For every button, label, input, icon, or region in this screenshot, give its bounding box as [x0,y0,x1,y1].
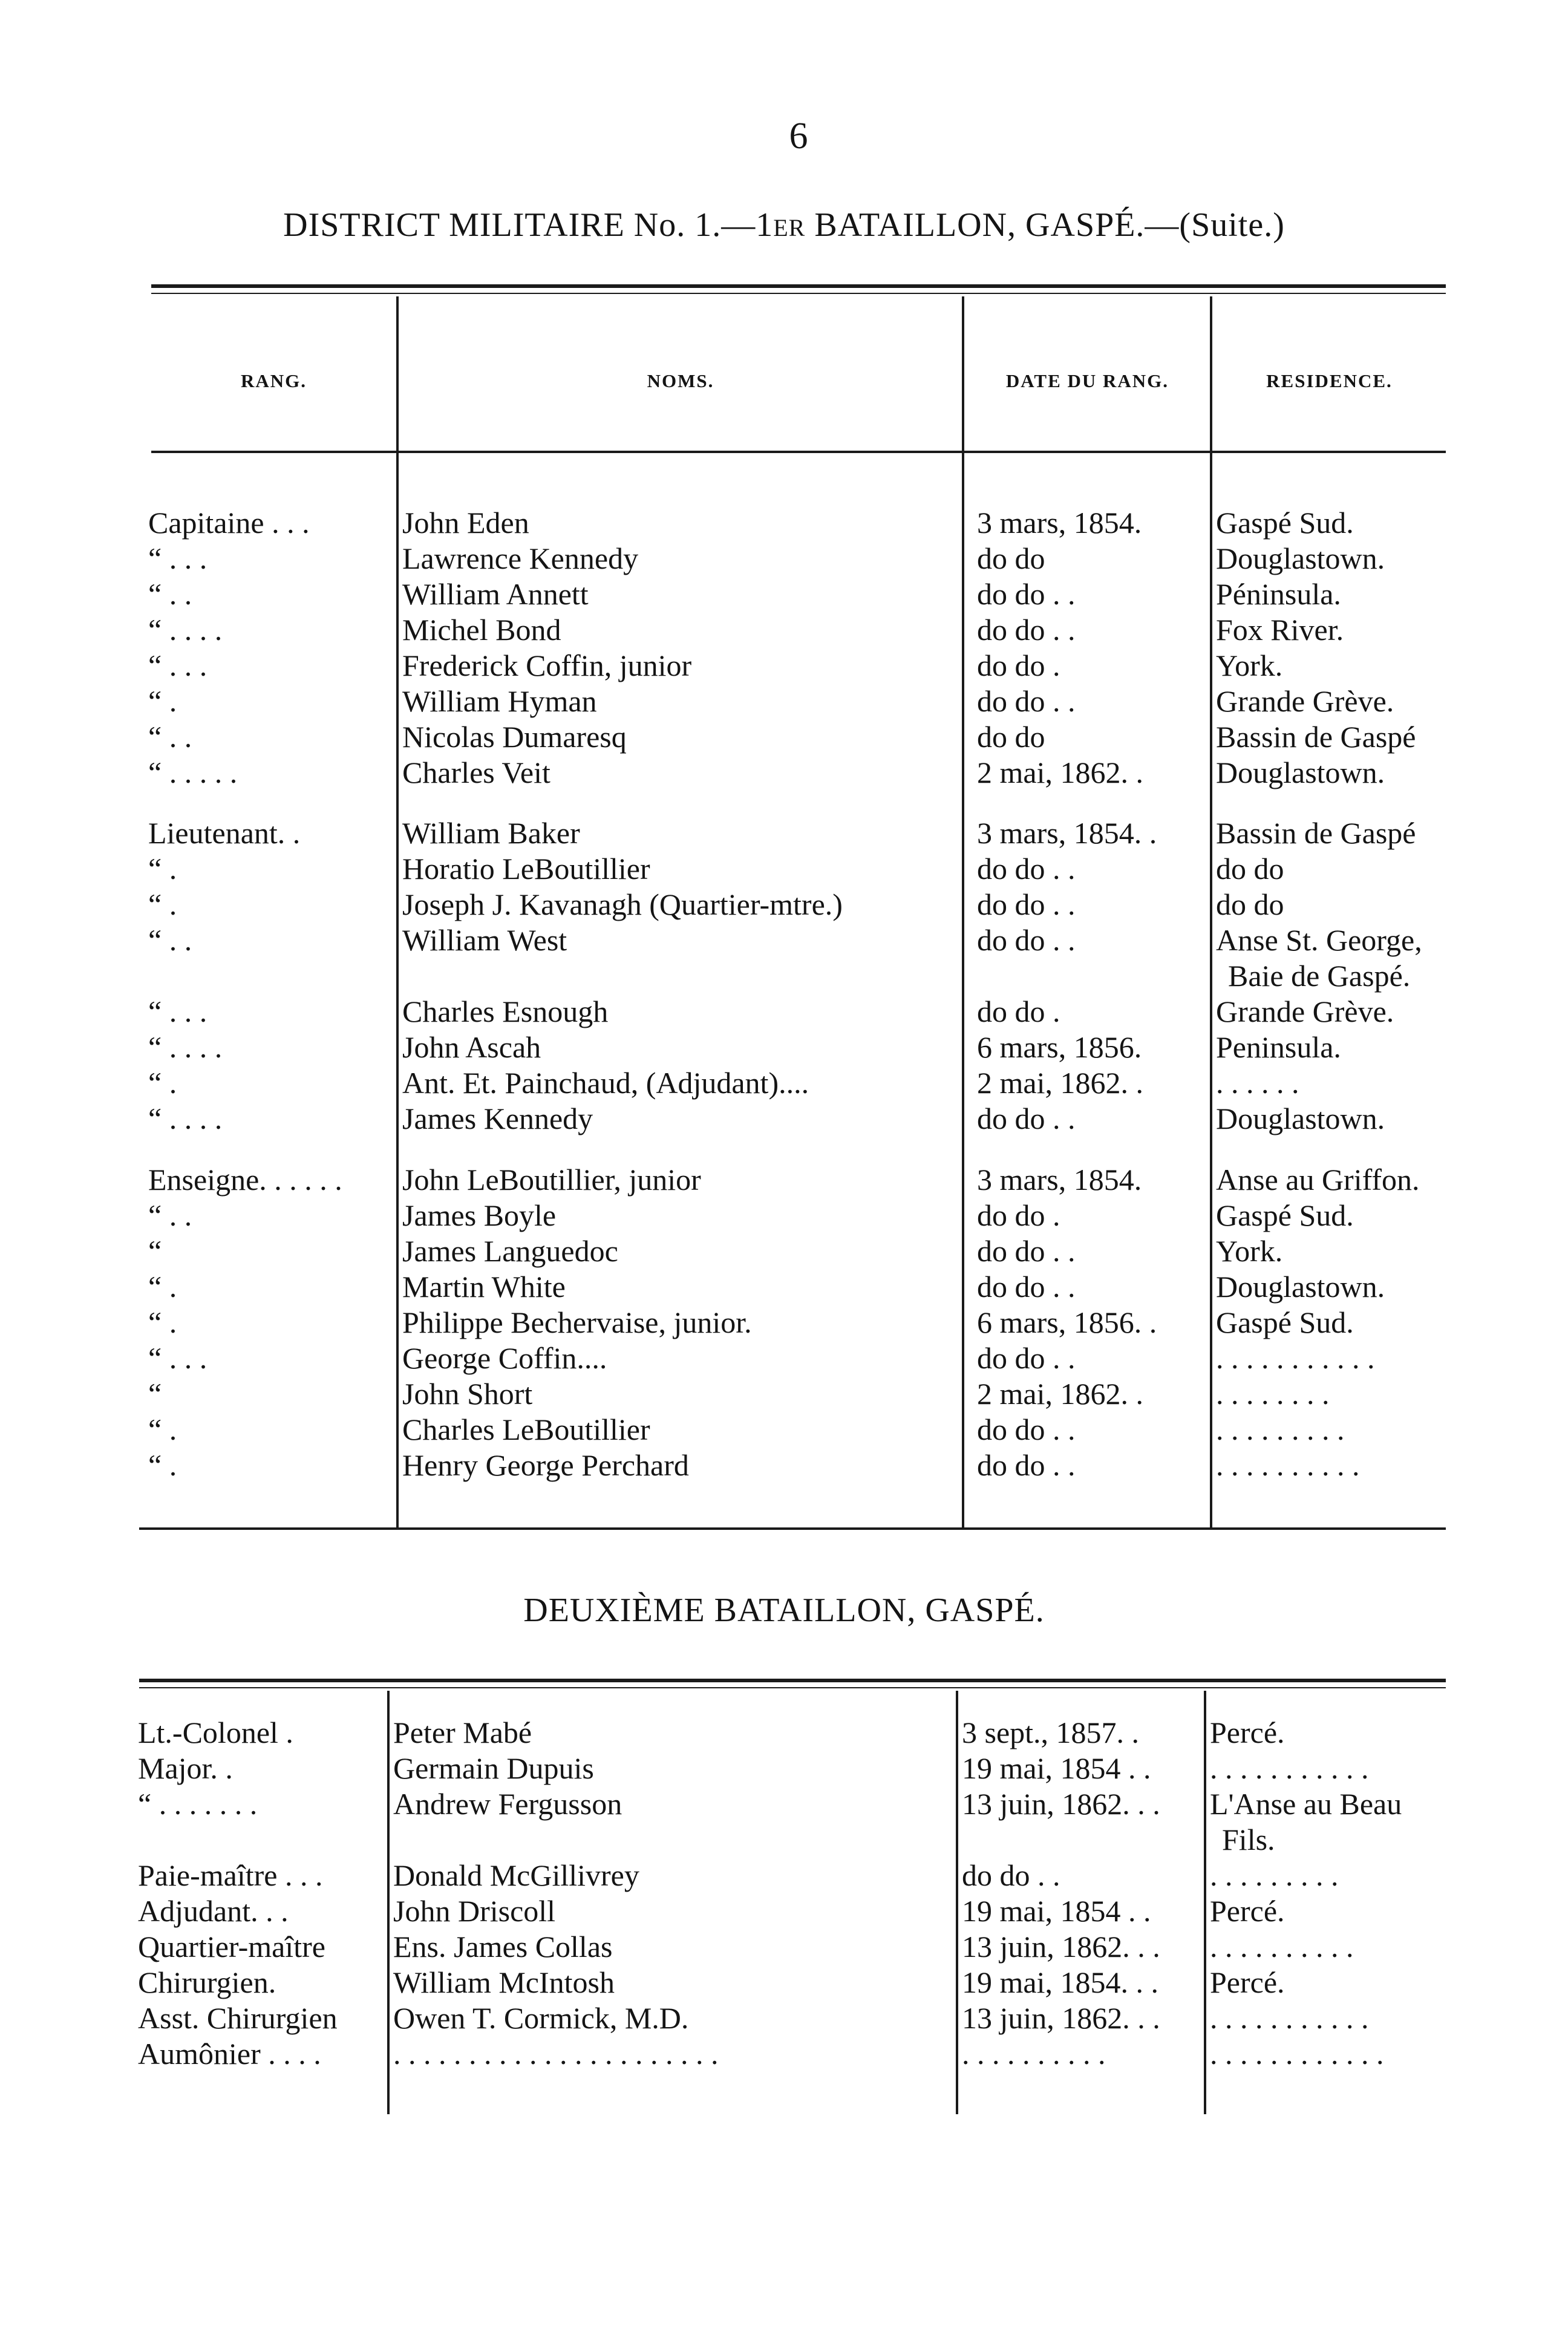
name-cell: Joseph J. Kavanagh (Quartier-mtre.) [402,887,843,922]
rank-cell: “ . . . . . . . [138,1787,258,1821]
residence-cell: . . . . . . . . . . . [1210,1751,1369,1785]
residence-cell: . . . . . . . . . . . . [1210,2037,1384,2071]
date-cell: do do . . [977,1448,1076,1482]
rank-cell: “ . [148,1448,177,1482]
date-cell: do do . . [962,1858,1060,1892]
residence-cell: Peninsula. [1216,1030,1341,1065]
name-cell: Charles LeBoutillier [402,1412,650,1446]
date-cell: . . . . . . . . . . [962,2037,1106,2071]
name-cell: Horatio LeBoutillier [402,852,650,886]
name-cell: William Baker [402,816,580,851]
table-2-top-rule [139,1679,1446,1682]
name-cell: . . . . . . . . . . . . . . . . . . . . . . [393,2037,719,2071]
section-1-title-main: DISTRICT MILITAIRE No. 1.—1 [283,206,774,244]
residence-cell: Grande Grève. [1216,684,1394,718]
rank-cell: Adjudant. . . [138,1894,289,1928]
rank-cell: “ . . [148,720,192,754]
date-cell: do do . . [977,613,1076,647]
date-cell: 6 mars, 1856. [977,1030,1142,1065]
date-cell: do do . . [977,1102,1076,1136]
rank-cell: “ . [148,684,177,718]
rank-cell: “ . . . [148,648,207,682]
residence-cell-continued: Fils. [1222,1823,1275,1857]
rank-cell: Major. . [138,1751,233,1785]
date-cell: 3 mars, 1854. [977,506,1142,540]
table-2-divider-3 [1204,1691,1206,2114]
name-cell: John Short [402,1376,533,1411]
name-cell: Frederick Coffin, junior [402,648,692,682]
date-cell: do do . . [977,684,1076,718]
residence-cell: L'Anse au Beau [1210,1787,1402,1821]
date-cell: do do . . [977,923,1076,958]
date-cell: 2 mai, 1862. . [977,1066,1143,1100]
column-header-noms: NOMS. [647,370,714,391]
table-1-header-rule [151,451,1446,453]
name-cell: Donald McGillivrey [393,1858,639,1892]
rank-cell: “ . [148,1066,177,1100]
residence-cell: Péninsula. [1216,577,1341,611]
name-cell: Lawrence Kennedy [402,541,639,575]
rank-cell: “ . . . . [148,1030,223,1065]
rank-cell: “ . [148,1305,177,1339]
name-cell: Charles Esnough [402,994,609,1029]
rank-cell: “ . . . [148,994,207,1029]
table-1-divider-3 [1210,296,1212,1527]
section-1-title [0,206,1568,244]
residence-cell: . . . . . . . . . [1210,1858,1339,1892]
residence-cell: . . . . . . . . . . [1210,1930,1354,1964]
residence-cell: Gaspé Sud. [1216,1198,1354,1232]
rank-cell: “ . . . [148,1341,207,1375]
rank-cell: “ [148,1376,162,1411]
name-cell: Nicolas Dumaresq [402,720,627,754]
date-cell: do do . . [977,852,1076,886]
name-cell: Ens. James Collas [393,1930,613,1964]
name-cell: George Coffin.... [402,1341,607,1375]
table-1-top-rule-thin [151,293,1446,294]
date-cell: do do [977,720,1045,754]
rank-cell: “ . [148,1269,177,1304]
name-cell: John Driscoll [393,1894,556,1928]
rank-cell: Lieutenant. . [148,816,301,851]
residence-cell: do do [1216,887,1284,922]
section-1-title-sup: ER [773,214,806,241]
name-cell: Henry George Perchard [402,1448,689,1482]
date-cell: 2 mai, 1862. . [977,1376,1143,1411]
residence-cell: York. [1216,1233,1283,1268]
name-cell: James Kennedy [402,1102,593,1136]
residence-cell: York. [1216,648,1283,682]
name-cell: William Hyman [402,684,597,718]
rank-cell: Aumônier . . . . [138,2037,321,2071]
residence-cell-continued: Baie de Gaspé. [1228,959,1411,993]
date-cell: do do . . [977,1233,1076,1268]
date-cell: 3 mars, 1854. . [977,816,1157,851]
date-cell: do do . . [977,577,1076,611]
table-1-top-rule [151,284,1446,288]
page-number: 6 [789,116,808,157]
rank-cell: “ . . . . . [148,756,238,789]
residence-cell: do do [1216,852,1284,886]
name-cell: Germain Dupuis [393,1751,594,1785]
date-cell: do do . [977,648,1060,682]
name-cell: Peter Mabé [393,1716,532,1749]
rank-cell: Chirurgien. [138,1965,276,1999]
residence-cell: Percé. [1210,1716,1285,1749]
name-cell: William McIntosh [393,1965,615,1999]
name-cell: William Annett [402,577,589,611]
residence-cell: Gaspé Sud. [1216,1305,1354,1339]
rank-cell: “ . [148,852,177,886]
rank-cell: Paie-maître . . . [138,1858,323,1892]
residence-cell: . . . . . . . . . . . [1216,1341,1375,1375]
table-1-bottom-rule [139,1527,1446,1530]
rank-cell: Enseigne. . . . . . [148,1162,342,1197]
section-1-title-rest: BATAILLON, GASPÉ.—(Suite.) [805,206,1285,244]
table-2-top-rule-thin [139,1687,1446,1688]
column-header-rang: RANG. [240,370,307,391]
name-cell: William West [402,923,567,958]
rank-cell: “ . . . . [148,1102,223,1136]
residence-cell: Bassin de Gaspé [1216,816,1416,851]
date-cell: do do [977,541,1045,575]
date-cell: do do . . [977,1412,1076,1446]
name-cell: James Boyle [402,1198,557,1232]
date-cell: 2 mai, 1862. . [977,756,1143,789]
date-cell: do do . . [977,1269,1076,1304]
residence-cell: Anse au Griffon. [1216,1162,1420,1197]
name-cell: Ant. Et. Painchaud, (Adjudant).... [402,1066,809,1100]
residence-cell: Percé. [1210,1965,1285,1999]
name-cell: Charles Veit [402,756,550,789]
date-cell: 3 sept., 1857. . [962,1716,1140,1749]
rank-cell: “ . . [148,923,192,958]
residence-cell: Douglastown. [1216,1269,1385,1304]
name-cell: Michel Bond [402,613,561,647]
date-cell: 3 mars, 1854. [977,1162,1142,1197]
rank-cell: Quartier-maître [138,1930,325,1964]
column-header-residence: RESIDENCE. [1266,370,1393,391]
residence-cell: Anse St. George, [1216,923,1422,958]
residence-cell: . . . . . . . . . . [1216,1448,1360,1482]
residence-cell: Douglastown. [1216,541,1385,575]
name-cell: Martin White [402,1269,566,1304]
residence-cell: . . . . . . . . [1216,1376,1330,1411]
name-cell: John LeBoutillier, junior [402,1162,701,1197]
residence-cell: . . . . . . [1216,1066,1299,1100]
date-cell: do do . [977,1198,1060,1232]
rank-cell: Capitaine . . . [148,506,310,540]
residence-cell: Gaspé Sud. [1216,506,1354,540]
name-cell: John Ascah [402,1030,541,1065]
residence-cell: . . . . . . . . . [1216,1412,1345,1446]
rank-cell: “ . . [148,577,192,611]
table-1-divider-1 [396,296,399,1527]
table-1-divider-2 [962,296,964,1527]
rank-cell: “ [148,1233,162,1268]
section-2-title: DEUXIÈME BATAILLON, GASPÉ. [523,1592,1045,1629]
name-cell: Andrew Fergusson [393,1787,622,1821]
date-cell: 13 juin, 1862. . . [962,1787,1160,1821]
rank-cell: “ . [148,887,177,922]
rank-cell: “ . . . . [148,613,223,647]
date-cell: 19 mai, 1854 . . [962,1894,1151,1928]
residence-cell: Percé. [1210,1894,1285,1928]
rank-cell: Asst. Chirurgien [138,2001,338,2035]
column-header-date: DATE DU RANG. [1005,370,1169,391]
date-cell: 6 mars, 1856. . [977,1305,1157,1339]
date-cell: do do . . [977,1341,1076,1375]
rank-cell: “ . [148,1412,177,1446]
rank-cell: “ . . . [148,541,207,575]
rank-cell: Lt.-Colonel . [138,1716,293,1749]
residence-cell: . . . . . . . . . . . [1210,2001,1369,2035]
table-2-divider-2 [956,1691,958,2114]
date-cell: 19 mai, 1854. . . [962,1965,1158,1999]
name-cell: James Languedoc [402,1233,618,1268]
date-cell: 13 juin, 1862. . . [962,1930,1160,1964]
rank-cell: “ . . [148,1198,192,1232]
date-cell: 19 mai, 1854 . . [962,1751,1151,1785]
residence-cell: Grande Grève. [1216,994,1394,1029]
name-cell: John Eden [402,506,529,540]
name-cell: Philippe Bechervaise, junior. [402,1305,752,1339]
date-cell: do do . . [977,887,1076,922]
date-cell: do do . [977,994,1060,1029]
residence-cell: Fox River. [1216,613,1344,647]
date-cell: 13 juin, 1862. . . [962,2001,1160,2035]
table-2-divider-1 [387,1691,390,2114]
name-cell: Owen T. Cormick, M.D. [393,2001,689,2035]
residence-cell: Douglastown. [1216,756,1385,789]
residence-cell: Douglastown. [1216,1102,1385,1136]
residence-cell: Bassin de Gaspé [1216,720,1416,754]
